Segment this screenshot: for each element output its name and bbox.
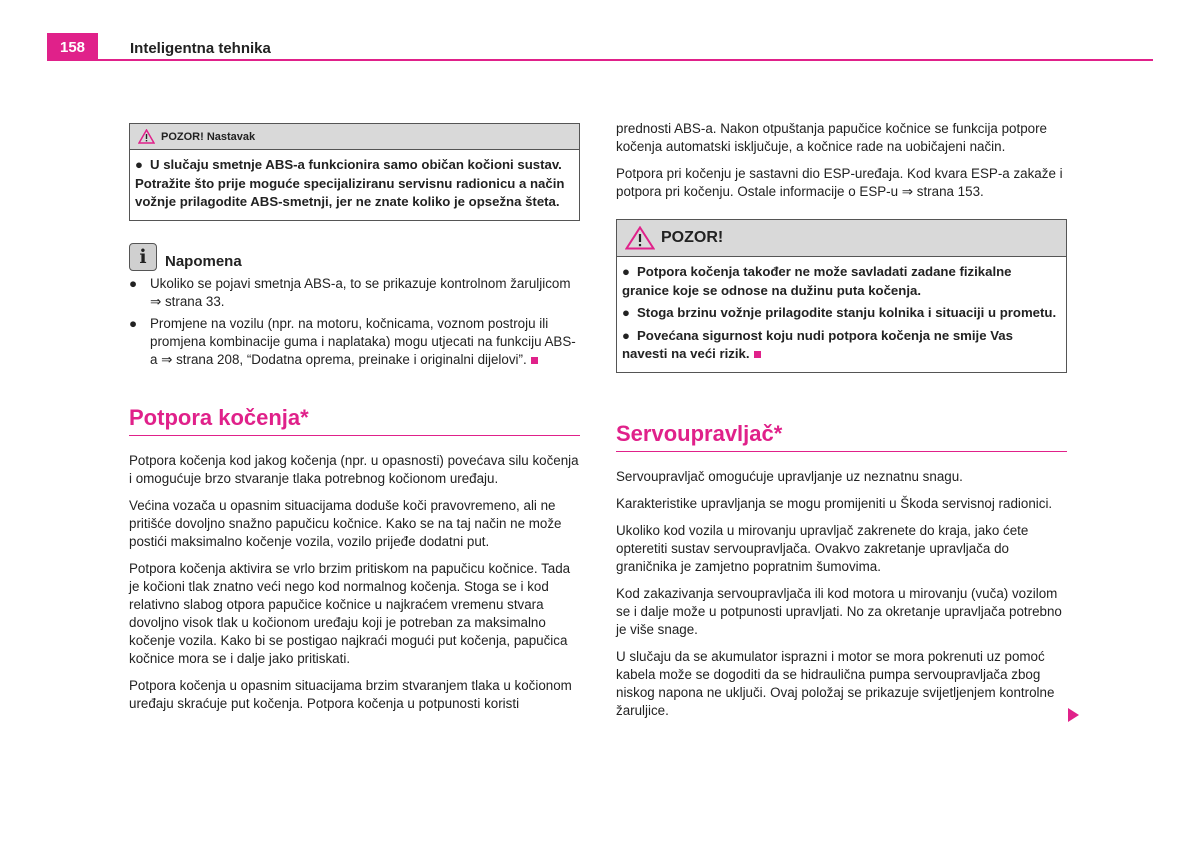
warning-item: ● Potpora kočenja također ne može savladati zadane fizikalne granice koje se odnose na dužinu puta kočenja. — [622, 264, 1012, 298]
warning-box-body — [130, 150, 579, 220]
section-title: Servoupravljač* — [616, 419, 1067, 452]
header-rule — [47, 59, 1153, 61]
paragraph: prednosti ABS-a. Nakon otpuštanja papučice kočnice se funkcija potpore kočenja automatski isključuje, a kočnice rade na uobičajeni način. — [616, 121, 1047, 154]
right-column — [616, 120, 1067, 729]
warning-triangle-icon — [138, 129, 155, 144]
chapter-title: Inteligentna tehnika — [130, 40, 271, 57]
paragraph: Potpora pri kočenju je sastavni dio ESP-uređaja. Kod kvara ESP-a zakaže i potpora pri kočenju. Ostale informacije o ESP-u ⇒ strana 153. — [616, 166, 1063, 199]
warning-box-body — [617, 257, 1066, 372]
info-icon: i — [129, 243, 157, 271]
paragraph: U slučaju da se akumulator isprazni i motor se mora pokrenuti uz pomoć kabela može se dogoditi da se hidraulična pumpa servoupravljača zbog niskog napona ne uključi. Ovaj položaj se prikazuje svijetljenjem kontrolne žaruljice. — [616, 648, 1055, 718]
warning-box-title: POZOR! — [661, 229, 724, 246]
warning-box-header — [130, 124, 579, 150]
warning-item-text: Potpora kočenja također ne može savladati zadane fizikalne granice koje se odnose na dužinu puta kočenja. — [622, 264, 1012, 298]
note-item-text: Ukoliko se pojavi smetnja ABS-a, to se prikazuje kontrolnom žaruljicom ⇒ strana 33. — [150, 275, 571, 309]
page-number: 158 — [47, 33, 98, 61]
paragraph: Karakteristike upravljanja se mogu promijeniti u Škoda servisnoj radionici. — [616, 495, 1053, 511]
left-column — [129, 123, 580, 722]
note-item: ● Ukoliko se pojavi smetnja ABS-a, to se prikazuje kontrolnom žaruljicom ⇒ strana 33. — [129, 275, 571, 309]
warning-triangle-icon — [625, 226, 655, 250]
paragraph: Ukoliko kod vozila u mirovanju upravljač zakrenete do kraja, jako ćete opteretiti sustav servoupravljača. Ovakvo zakretanje upravljača do graničnika je zamjetno popratnim šumovima. — [616, 522, 1029, 574]
end-of-section-mark — [754, 351, 761, 358]
paragraph: Većina vozača u opasnim situacijama doduše koči pravovremeno, ali ne pritišće dovoljno snažno papučicu kočnice. Kako se na taj način ne može postići maksimalno kočenje vozila, vozilo prijeđe dodatni put. — [129, 497, 562, 549]
warning-box-continued — [129, 123, 580, 221]
note-title: Napomena — [165, 252, 242, 270]
warning-item: ● U slučaju smetnje ABS-a funkcionira samo običan kočioni sustav. Potražite što prije moguće specijaliziranu servisnu radionicu a način vožnje prilagodite ABS-smetnji, jer ne znate koliko je opsežna šteta. — [135, 157, 565, 209]
warning-box-header — [617, 220, 1066, 257]
warning-item-text: U slučaju smetnje ABS-a funkcionira samo običan kočioni sustav. Potražite što prije moguće specijaliziranu servisnu radionicu a način vožnje prilagodite ABS-smetnji, jer ne znate koliko je opsežna šteta. — [135, 157, 565, 209]
warning-box-title: POZOR! Nastavak — [161, 130, 256, 143]
section-potpora — [129, 403, 580, 713]
paragraph: Potpora kočenja u opasnim situacijama brzim stvaranjem tlaka u kočionom uređaju skraćuje put kočenja. Potpora kočenja u potpunosti koristi — [129, 677, 572, 711]
warning-item: ● Stoga brzinu vožnje prilagodite stanju kolnika i situaciji u prometu. — [622, 305, 1057, 320]
paragraph: Potpora kočenja aktivira se vrlo brzim pritiskom na papučicu kočnice. Tada je kočioni tlak znatno veći nego kod normalnog kočenja. Stoga se i kod relativno slabog otpora papučice kočnice u najkraćem vremenu stvara dovoljno visok tlak u kočionom uređaju koji je potreban za maksimalno kočenje vozila. Kako bi se postigao najkraći mogući put kočenja, papučica kočnice mora se i dalje jako pritiskati. — [129, 560, 571, 666]
next-page-arrow-icon — [1068, 708, 1079, 722]
note-header — [129, 243, 580, 271]
note-item: ● Promjene na vozilu (npr. na motoru, kočnicama, voznom postroju ili promjena kombinacije guma i naplataka) mogu utjecati na funkciju ABS-a ⇒ strana 208, “Dodatna oprema, preinake i originalni dijelovi”. — [129, 315, 576, 367]
paragraph: Servoupravljač omogućuje upravljanje uz neznatnu snagu. — [616, 468, 963, 484]
paragraph: Potpora kočenja kod jakog kočenja (npr. u opasnosti) povećava silu kočenja i omogućuje brzo stvaranje tlaka potrebnog kočionom uređaju. — [129, 452, 579, 486]
warning-box — [616, 219, 1067, 373]
warning-item: ● Povećana sigurnost koju nudi potpora kočenja ne smije Vas navesti na veći rizik. — [622, 327, 1013, 361]
section-servoupravljac — [616, 419, 1067, 720]
note-item-text: Promjene na vozilu (npr. na motoru, kočnicama, voznom postroju ili promjena kombinacije guma i naplataka) mogu utjecati na funkciju ABS-a ⇒ strana 208, “Dodatna oprema, preinake i originalni dijelovi”. — [150, 315, 576, 367]
warning-item-text: Stoga brzinu vožnje prilagodite stanju kolnika i situaciji u prometu. — [637, 305, 1057, 320]
note-block — [129, 243, 580, 369]
warning-item-text: Povećana sigurnost koju nudi potpora kočenja ne smije Vas navesti na veći rizik. — [622, 327, 1013, 361]
paragraph: Kod zakazivanja servoupravljača ili kod motora u mirovanju (vuča) vozilom se i dalje može u potpunosti upravljati. No za okretanje upravljača potrebno je više snage. — [616, 585, 1062, 637]
end-of-section-mark — [531, 357, 538, 364]
section-title: Potpora kočenja* — [129, 403, 580, 436]
